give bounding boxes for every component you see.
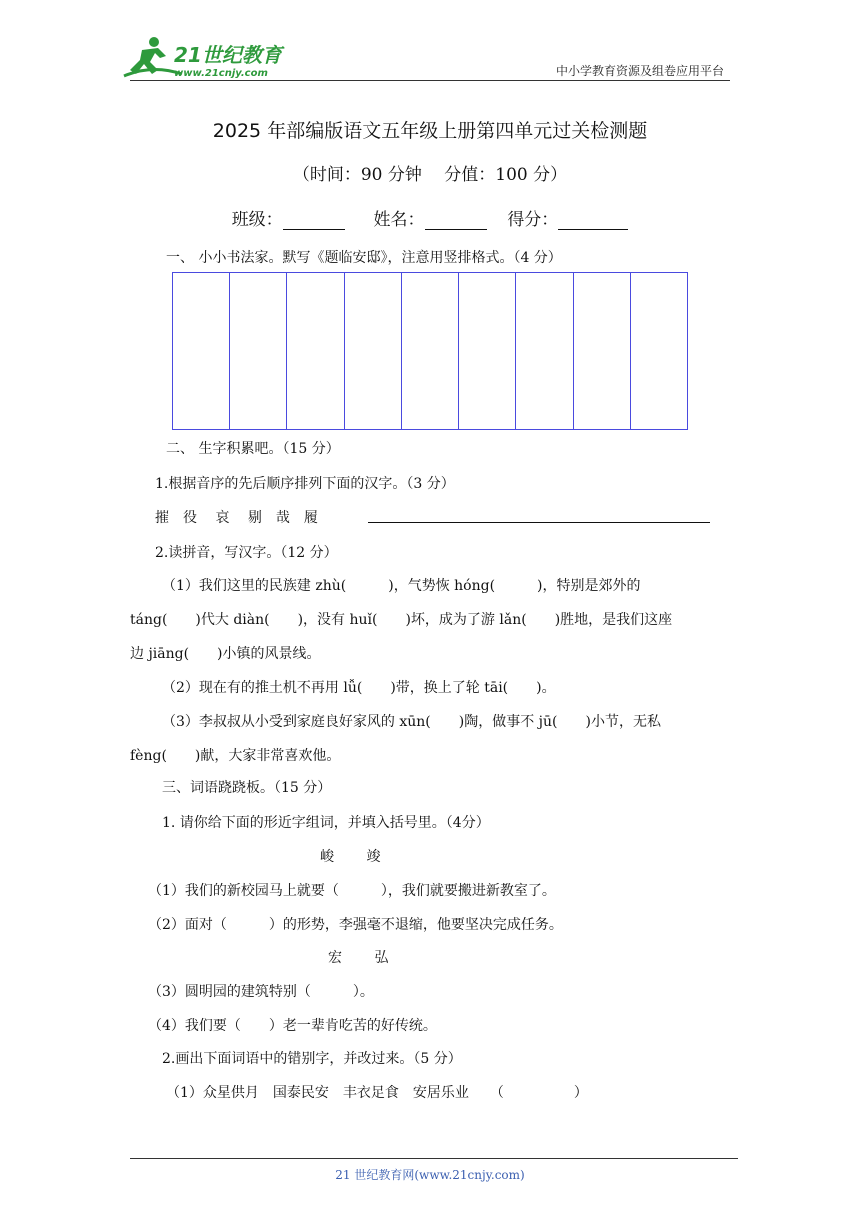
score-label: 得分： — [507, 210, 559, 230]
q2-part1: 1.根据音序的先后顺序排列下面的汉字。（3 分） — [155, 476, 455, 492]
writing-grid[interactable] — [172, 272, 688, 430]
grid-cell[interactable] — [516, 273, 573, 429]
grid-cell[interactable] — [287, 273, 344, 429]
q3-heading: 三、词语跷跷板。（15 分） — [162, 780, 332, 796]
student-info — [0, 205, 860, 230]
q2-line1: （1）我们这里的民族建 zhù( )，气势恢 hóng( )，特别是郊外的 — [162, 578, 641, 594]
q3-char-pair2: 宏 弘 — [328, 950, 389, 966]
q2-line3: 边 jiāng( )小镇的风景线。 — [130, 646, 321, 662]
logo-text: 21世纪教育 — [174, 43, 282, 67]
page-title: 2025 年部编版语文五年级上册第四单元过关检测题 — [212, 120, 648, 142]
grid-cell[interactable] — [345, 273, 402, 429]
q3-char-pair1: 峻 竣 — [320, 849, 381, 865]
q2-chars: 摧 役 哀 剔 哉 履 — [155, 510, 318, 526]
score-blank[interactable] — [558, 211, 628, 230]
grid-cell[interactable] — [230, 273, 287, 429]
footer-divider — [130, 1158, 738, 1159]
grid-cell[interactable] — [574, 273, 631, 429]
header-platform-text: 中小学教育资源及组卷应用平台 — [555, 64, 724, 78]
footer-text[interactable]: 21 世纪教育网(www.21cnjy.com) — [335, 1168, 525, 1182]
grid-cell[interactable] — [173, 273, 230, 429]
class-blank[interactable] — [283, 211, 345, 230]
q2-part2: 2.读拼音，写汉字。（12 分） — [155, 545, 338, 561]
q2-heading: 二、 生字积累吧。（15 分） — [166, 441, 340, 457]
logo-url: www.21cnjy.com — [174, 68, 268, 79]
q3-sentence3: （3）圆明园的建筑特别（ ）。 — [148, 984, 374, 1000]
name-label: 姓名： — [373, 210, 425, 230]
answer-line[interactable] — [368, 522, 710, 523]
q3-part2: 2.画出下面词语中的错别字，并改过来。（5 分） — [162, 1051, 462, 1067]
site-logo — [122, 34, 292, 80]
class-label: 班级： — [231, 210, 283, 230]
q3-sentence2: （2）面对（ ）的形势，李强毫不退缩，他要坚决完成任务。 — [148, 917, 563, 933]
grid-cell[interactable] — [402, 273, 459, 429]
name-blank[interactable] — [425, 211, 487, 230]
q3-sentence1: （1）我们的新校园马上就要（ ），我们就要搬进新教室了。 — [148, 883, 556, 899]
q2-line2: táng( )代大 diàn( )，没有 huǐ( )坏，成为了游 lǎn( )胜地，是我们这座 — [130, 612, 673, 628]
header-divider — [130, 80, 730, 81]
q3-sentence4: （4）我们要（ ）老一辈肯吃苦的好传统。 — [148, 1018, 437, 1034]
q2-line4: （2）现在有的推土机不再用 lǚ( )带，换上了轮 tāi( )。 — [162, 680, 556, 696]
q3-sentence5: （1）众星供月 国泰民安 丰衣足食 安居乐业 （ ） — [166, 1085, 588, 1101]
exam-subtitle: （时间：90 分钟 分值：100 分） — [292, 165, 568, 185]
q2-line6: fèng( )献，大家非常喜欢他。 — [130, 748, 341, 764]
grid-cell[interactable] — [459, 273, 516, 429]
q3-part1: 1. 请你给下面的形近字组词，并填入括号里。（4分） — [162, 815, 490, 831]
grid-cell[interactable] — [631, 273, 687, 429]
q1-heading: 一、 小小书法家。默写《题临安邸》，注意用竖排格式。（4 分） — [166, 250, 562, 266]
q2-line5: （3）李叔叔从小受到家庭良好家风的 xūn( )陶，做事不 jū( )小节，无私 — [162, 714, 661, 730]
